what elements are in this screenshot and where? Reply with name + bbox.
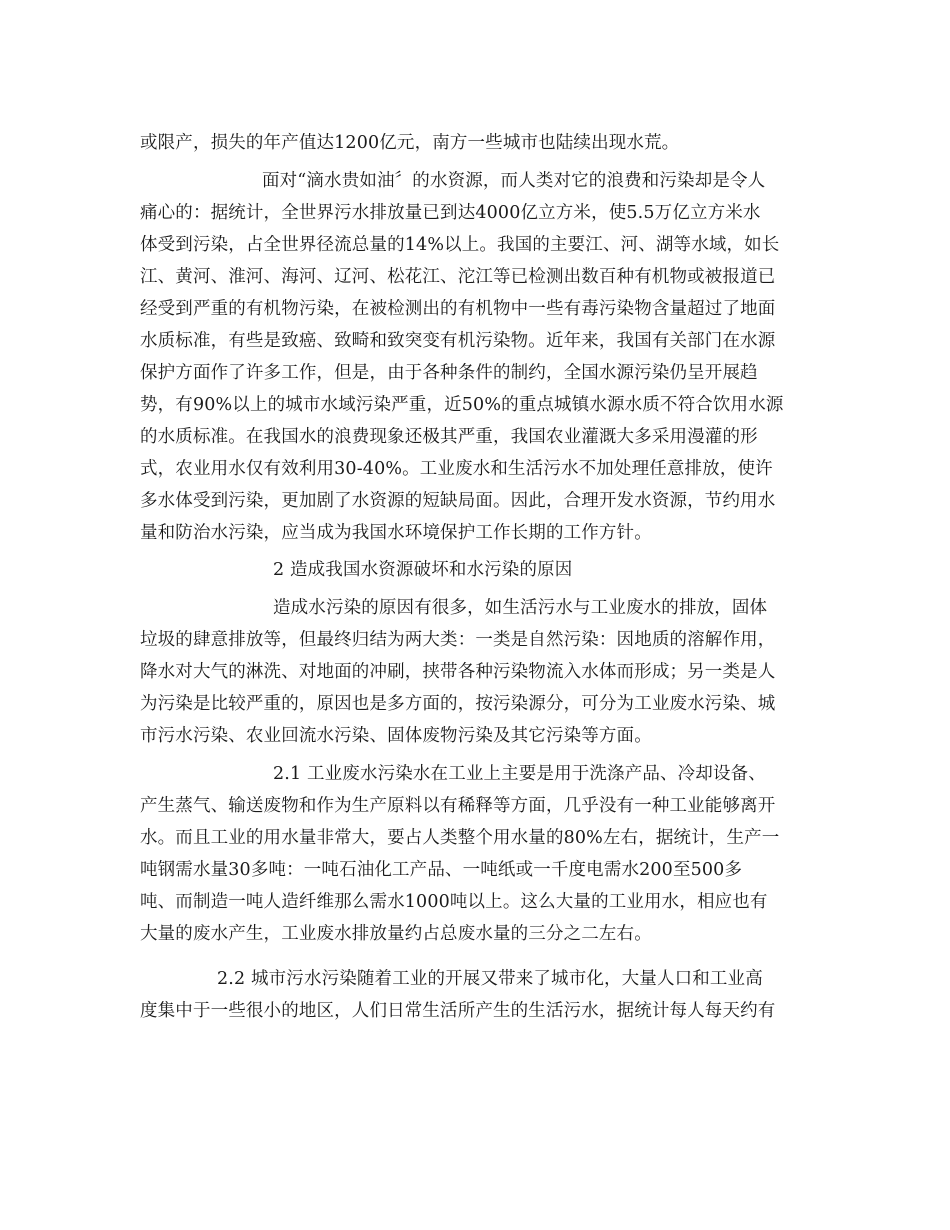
text-line: 量和防治水污染，应当成为我国水环境保护工作长期的工作方针。 xyxy=(140,523,652,543)
text-line: 造成水污染的原因有很多，如生活污水与工业废水的排放，固体 xyxy=(273,598,768,618)
text-line: 吨钢需水量30多吨：一吨石油化工产品、一吨纸或一千度电需水200至500多 xyxy=(140,860,743,880)
text-line: 痛心的：据统计，全世界污水排放量已到达4000亿立方米，使5.5万亿立方米水 xyxy=(140,203,761,223)
subsection-heading: 2.1 工业废水污染水在工业上主要是用于洗涤产品、冷却设备、 xyxy=(273,764,766,784)
section-heading: 2 造成我国水资源破坏和水污染的原因 xyxy=(273,560,573,580)
text-line: 市污水污染、农业回流水污染、固体废物污染及其它污染等方面。 xyxy=(140,726,652,746)
text-line: 为污染是比较严重的，原因也是多方面的，按污染源分，可分为工业废水污染、城 xyxy=(140,694,776,714)
text-line: 式，农业用水仅有效利用30-40%。工业废水和生活污水不加处理任意排放，使许 xyxy=(140,459,773,479)
subsection-heading: 2.2 城市污水污染随着工业的开展又带来了城市化，大量人口和工业高 xyxy=(217,969,763,989)
text-line: 江、黄河、淮河、海河、辽河、松花江、沱江等已检测出数百种有机物或被报道已 xyxy=(140,267,776,287)
text-line: 垃圾的肆意排放等，但最终归结为两大类：一类是自然污染：因地质的溶解作用， xyxy=(140,630,776,650)
text-line: 度集中于一些很小的地区，人们日常生活所产生的生活污水，据统计每人每天约有 xyxy=(140,1001,776,1021)
text-line: 水。而且工业的用水量非常大，要占人类整个用水量的80%左右，据统计，生产一 xyxy=(140,828,780,848)
text-line: 水质标准，有些是致癌、致畸和致突变有机污染物。近年来，我国有关部门在水源 xyxy=(140,331,776,351)
text-line: 吨、而制造一吨人造纤维那么需水1000吨以上。这么大量的工业用水，相应也有 xyxy=(140,892,768,912)
text-line: 产生蒸气、输送废物和作为生产原料以有稀释等方面，几乎没有一种工业能够离开 xyxy=(140,796,776,816)
text-line: 降水对大气的淋洗、对地面的冲刷，挟带各种污染物流入水体而形成；另一类是人 xyxy=(140,662,776,682)
text-line: 大量的废水产生，工业废水排放量约占总废水量的三分之二左右。 xyxy=(140,924,652,944)
text-line: 面对“滴水贵如油〞的水资源，而人类对它的浪费和污染却是令人 xyxy=(262,171,766,191)
text-line: 或限产，损失的年产值达1200亿元，南方一些城市也陆续出现水荒。 xyxy=(140,133,680,153)
text-line: 的水质标准。在我国水的浪费现象还极其严重，我国农业灌溉大多采用漫灌的形 xyxy=(140,427,758,447)
text-line: 多水体受到污染，更加剧了水资源的短缺局面。因此，合理开发水资源，节约用水 xyxy=(140,491,776,511)
text-line: 体受到污染，占全世界径流总量的14%以上。我国的主要江、河、湖等水域，如长 xyxy=(140,235,780,255)
text-line: 保护方面作了许多工作，但是，由于各种条件的制约，全国水源污染仍呈开展趋 xyxy=(140,363,758,383)
text-line: 经受到严重的有机物污染，在被检测出的有机物中一些有毒污染物含量超过了地面 xyxy=(140,299,776,319)
text-line: 势，有90%以上的城市水域污染严重，近50%的重点城镇水源水质不符合饮用水源 xyxy=(140,395,784,415)
